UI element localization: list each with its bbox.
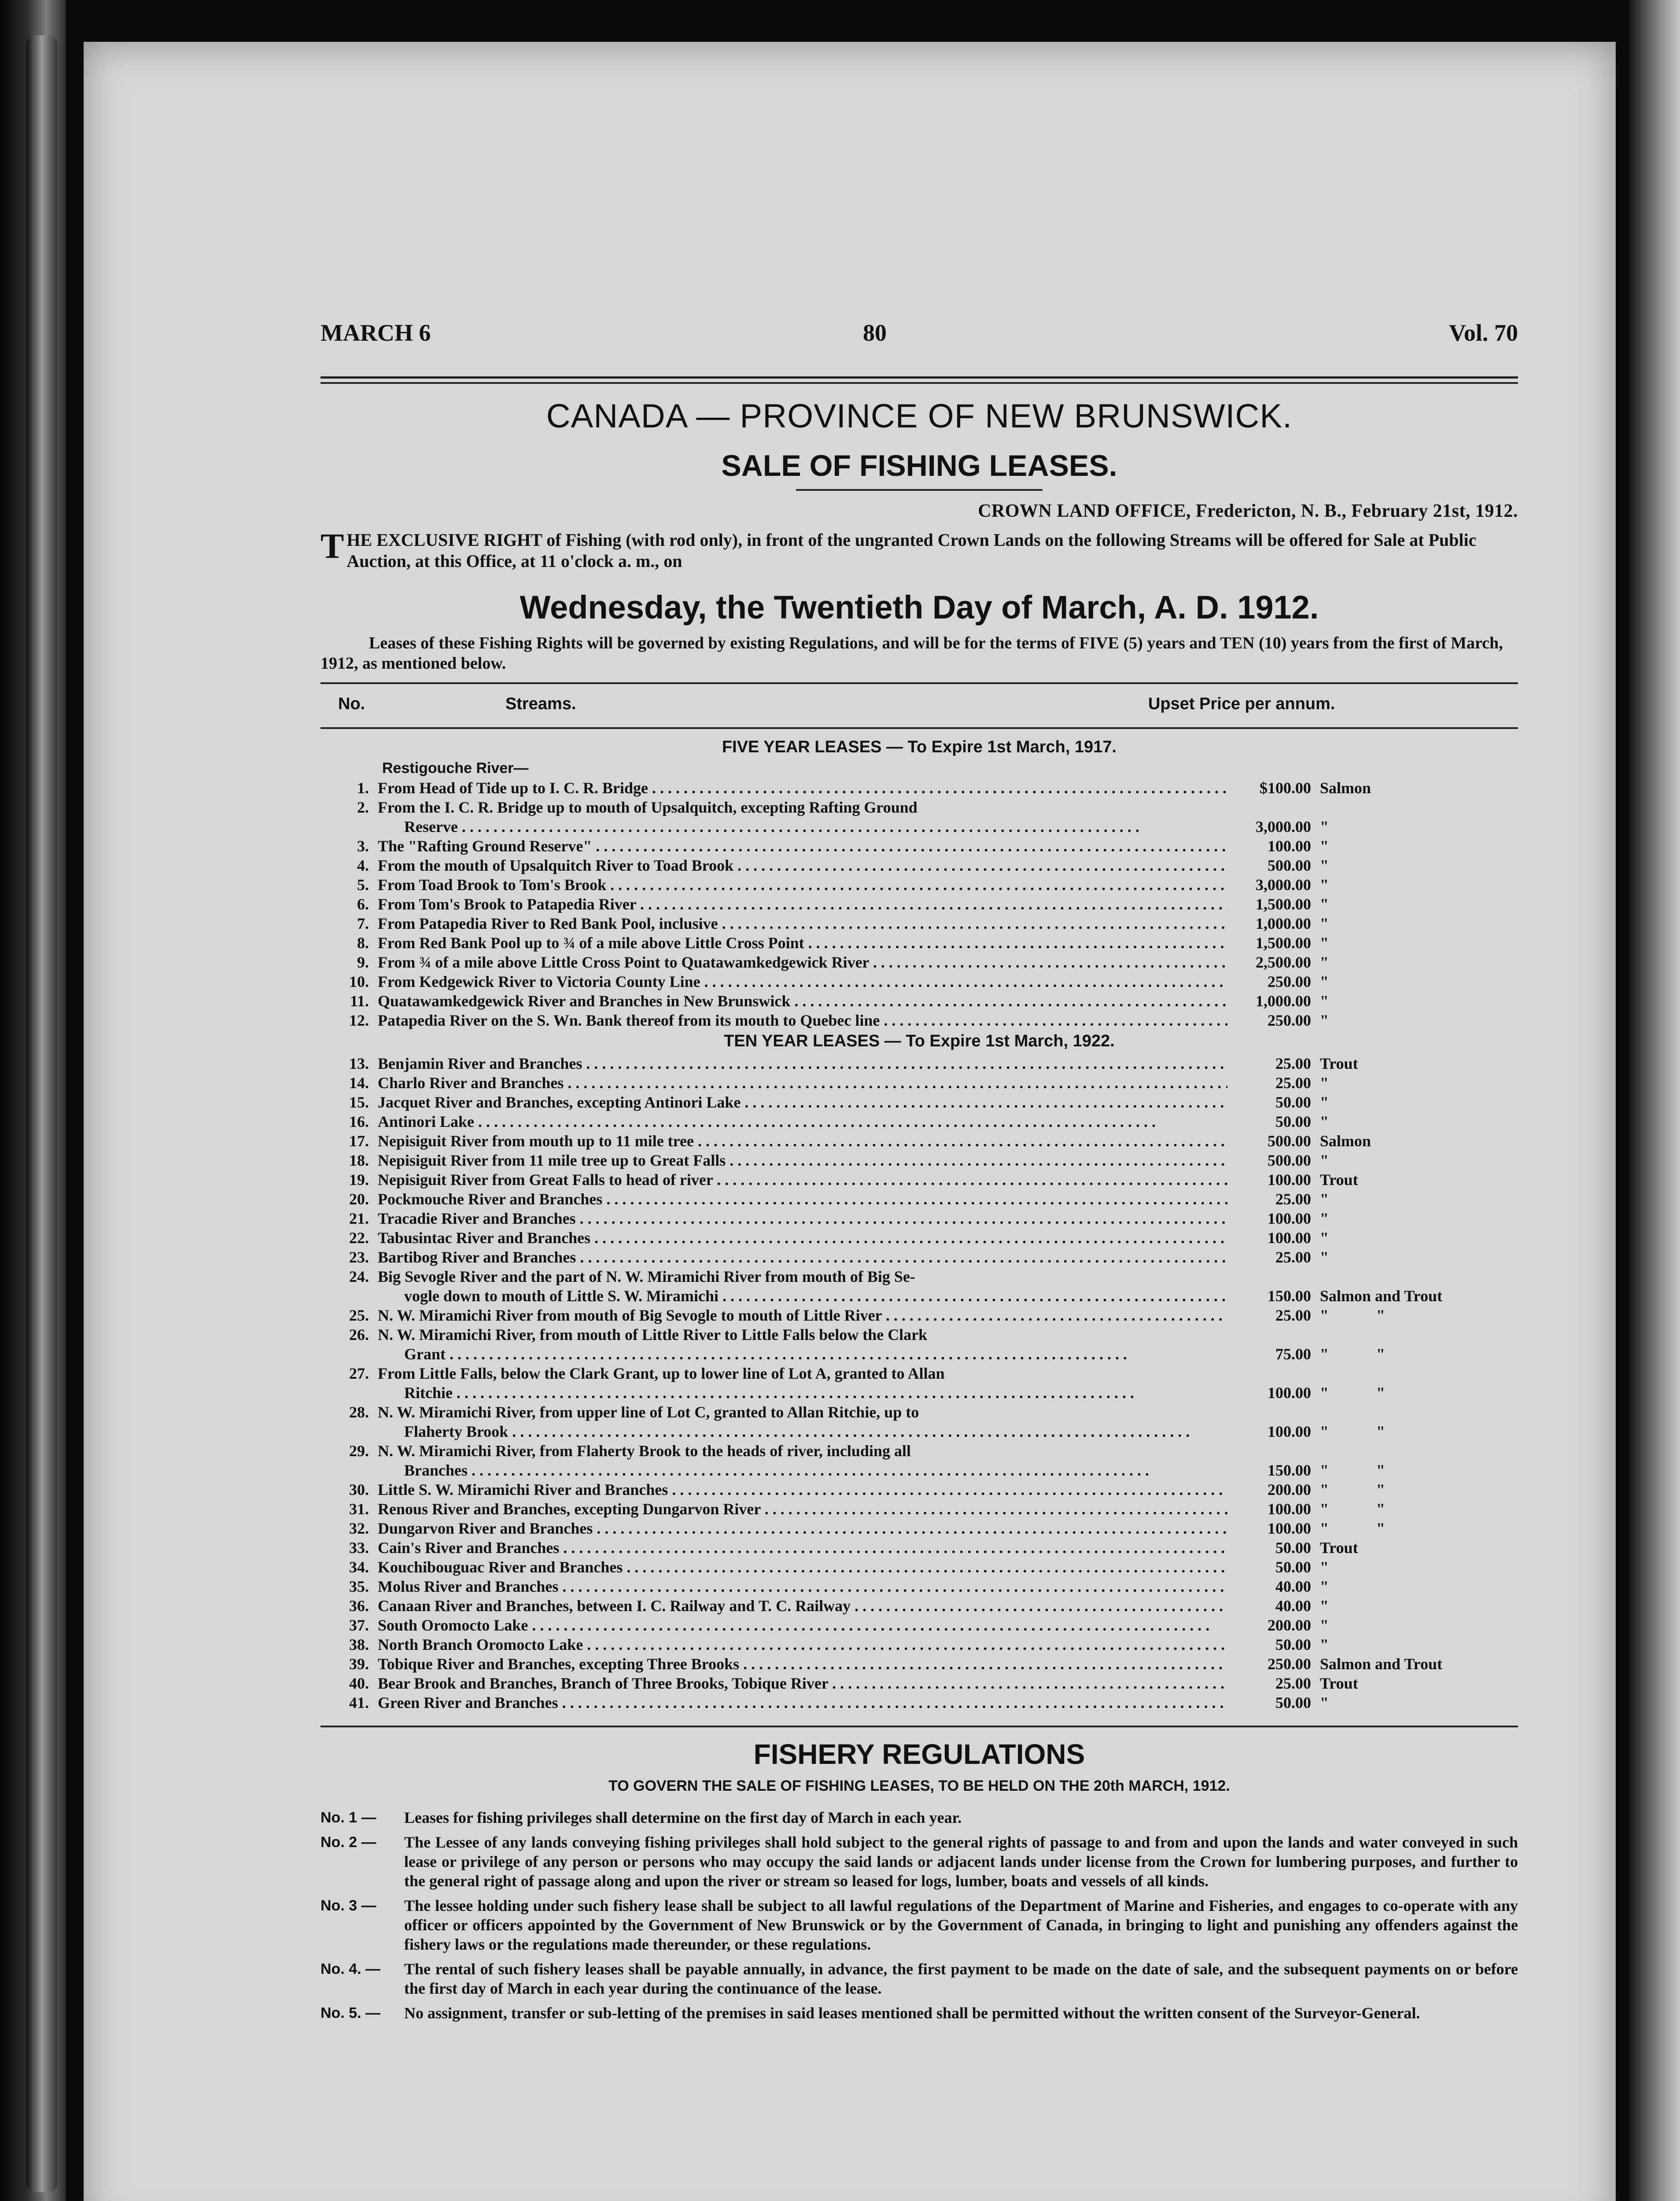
fish-type: " xyxy=(1320,1616,1329,1634)
regulations-subtitle: TO GOVERN THE SALE OF FISHING LEASES, TO BE HELD ON THE 20th MARCH, 1912. xyxy=(608,1778,1230,1794)
fish-type: " xyxy=(1320,915,1329,932)
fish-type: " xyxy=(1320,857,1329,874)
upset-price: $100.00 xyxy=(1260,779,1311,797)
row-number: 23. xyxy=(349,1248,369,1266)
fish-type: " " xyxy=(1320,1461,1385,1479)
table-row xyxy=(321,1480,1518,1499)
table-row xyxy=(321,1635,1518,1654)
row-number: 9. xyxy=(357,953,369,971)
stream-description: N. W. Miramichi River from mouth of Big Sevogle to mouth of Little River . . . xyxy=(378,1306,1227,1325)
stream-description: Antinori Lake . . . xyxy=(378,1112,1227,1131)
stream-description: N. W. Miramichi River, from mouth of Little River to Little Falls below the Clark xyxy=(378,1326,928,1343)
upset-price: 1,500.00 xyxy=(1256,895,1311,913)
volume-number: Vol. 70 xyxy=(1448,320,1518,346)
five-year-title: FIVE YEAR LEASES — To Expire 1st March, 1917. xyxy=(722,738,1117,756)
document-title: CANADA — PROVINCE OF NEW BRUNSWICK. xyxy=(546,398,1293,435)
row-number: 15. xyxy=(349,1093,369,1111)
upset-price: 250.00 xyxy=(1267,1655,1311,1673)
stream-description-continued: Ritchie . . . xyxy=(404,1383,1227,1402)
row-number: 33. xyxy=(349,1539,369,1557)
row-number: 40. xyxy=(349,1675,369,1692)
fish-type: " " xyxy=(1320,1500,1385,1518)
row-number: 21. xyxy=(349,1210,369,1227)
fish-type: " xyxy=(1320,1074,1329,1092)
ten-year-list xyxy=(321,1054,1518,1712)
upset-price: 100.00 xyxy=(1267,1229,1311,1247)
upset-price: 100.00 xyxy=(1267,1500,1311,1518)
stream-description: Bear Brook and Branches, Branch of Three Brooks, Tobique River . . . xyxy=(378,1674,1227,1693)
fish-type: " xyxy=(1320,934,1329,952)
upset-price: 100.00 xyxy=(1267,1210,1311,1227)
table-row xyxy=(321,1441,1518,1480)
table-row xyxy=(321,1557,1518,1577)
regulation-item xyxy=(321,1808,1518,1827)
stream-description: From Tom's Brook to Patapedia River . . . xyxy=(378,894,1227,914)
regulation-number: No. 5. — xyxy=(321,2005,381,2021)
fish-type: Trout xyxy=(1320,1171,1358,1189)
upset-price: 25.00 xyxy=(1275,1055,1311,1072)
stream-description: Green River and Branches . . . xyxy=(378,1693,1227,1712)
table-row xyxy=(321,933,1518,953)
table-row xyxy=(321,1112,1518,1131)
stream-description: Tobique River and Branches, excepting Three Brooks . . . xyxy=(378,1654,1227,1674)
leases-terms: Leases of these Fishing Rights will be governed by existing Regulations, and will be for the terms of FIVE (5) years and TEN (10) years from the first of March, 1912, as mentioned below. xyxy=(321,634,1503,673)
table-row xyxy=(321,1151,1518,1170)
upset-price: 1,000.00 xyxy=(1256,915,1311,932)
stream-description: Nepisiguit River from mouth up to 11 mile tree . . . xyxy=(378,1131,1227,1151)
row-number: 17. xyxy=(349,1132,369,1150)
table-row xyxy=(321,1093,1518,1112)
fish-type: " xyxy=(1320,953,1329,971)
fish-type: Salmon xyxy=(1320,1132,1371,1150)
upset-price: 3,000.00 xyxy=(1256,818,1311,835)
upset-price: 500.00 xyxy=(1267,1152,1311,1169)
table-row xyxy=(321,836,1518,856)
upset-price: 150.00 xyxy=(1267,1461,1311,1479)
upset-price: 250.00 xyxy=(1267,1012,1311,1029)
stream-description-continued: Reserve . . . xyxy=(404,817,1227,836)
table-row xyxy=(321,1654,1518,1674)
stream-description: The "Rafting Ground Reserve" . . . xyxy=(378,836,1227,856)
row-number: 35. xyxy=(349,1578,369,1595)
row-number: 16. xyxy=(349,1113,369,1130)
row-number: 22. xyxy=(349,1229,369,1247)
upset-price: 40.00 xyxy=(1275,1578,1311,1595)
row-number: 14. xyxy=(349,1074,369,1092)
fish-type: " " xyxy=(1320,1345,1385,1363)
intro-text: HE EXCLUSIVE RIGHT of Fishing (with rod only), in front of the ungranted Crown Lands on the following Streams will be offered for Sale at Public Auction, at this Office, at 11 o'clock a. m., on xyxy=(346,530,1477,571)
row-number: 39. xyxy=(349,1655,369,1673)
stream-description: N. W. Miramichi River, from upper line of Lot C, granted to Allan Ritchie, up to xyxy=(378,1403,919,1421)
stream-description: N. W. Miramichi River, from Flaherty Brook to the heads of river, including all xyxy=(378,1442,911,1460)
regulation-text: The rental of such fishery leases shall be payable annually, in advance, the first payment to be made on the date of sale, and the subsequent payments on or before the first day of March in each year during the continuance of the lease. xyxy=(404,1960,1518,1997)
stream-description-continued: Flaherty Brook . . . xyxy=(404,1422,1227,1441)
row-number: 6. xyxy=(357,895,369,913)
fish-type: " " xyxy=(1320,1481,1385,1498)
table-row xyxy=(321,1538,1518,1557)
fish-type: Trout xyxy=(1320,1539,1358,1557)
upset-price: 100.00 xyxy=(1267,1171,1311,1189)
regulation-text: Leases for fishing privileges shall determine on the first day of March in each year. xyxy=(404,1809,962,1826)
fish-type: " xyxy=(1320,1597,1329,1615)
fish-type: " xyxy=(1320,1558,1329,1576)
table-row xyxy=(321,953,1518,972)
page-number: 80 xyxy=(863,320,887,346)
upset-price: 25.00 xyxy=(1275,1248,1311,1266)
table-row xyxy=(321,1674,1518,1693)
table-row xyxy=(321,1577,1518,1596)
row-number: 11. xyxy=(350,992,369,1010)
section-rule xyxy=(321,1726,1518,1727)
fish-type: " xyxy=(1320,1229,1329,1247)
fish-type: Salmon and Trout xyxy=(1320,1287,1443,1305)
document-page xyxy=(84,42,1616,2201)
stream-description: Quatawamkedgewick River and Branches in New Brunswick . . . xyxy=(378,991,1227,1011)
stream-description: From ¾ of a mile above Little Cross Point to Quatawamkedgewick River . . . xyxy=(378,953,1227,972)
stream-description: Tabusintac River and Branches . . . xyxy=(378,1228,1227,1248)
stream-description: Patapedia River on the S. Wn. Bank thereof from its mouth to Quebec line . . . xyxy=(378,1011,1227,1030)
auction-date: Wednesday, the Twentieth Day of March, A. D. 1912. xyxy=(519,589,1319,626)
row-number: 37. xyxy=(349,1616,369,1634)
row-number: 13. xyxy=(349,1055,369,1072)
header-rule xyxy=(321,376,1518,384)
row-number: 28. xyxy=(349,1403,369,1421)
table-row xyxy=(321,1248,1518,1267)
fish-type: " xyxy=(1320,1578,1329,1595)
row-number: 2. xyxy=(357,799,369,816)
regulations-title: FISHERY REGULATIONS xyxy=(753,1738,1085,1770)
table-row xyxy=(321,1499,1518,1519)
fish-type: " " xyxy=(1320,1307,1385,1324)
fish-type: " " xyxy=(1320,1423,1385,1440)
table-row xyxy=(321,894,1518,914)
leases-table-header xyxy=(321,682,1518,729)
regulation-item xyxy=(321,1896,1518,1954)
table-row xyxy=(321,1364,1518,1402)
upset-price: 500.00 xyxy=(1267,857,1311,874)
table-row xyxy=(321,1131,1518,1151)
scan-facing-page xyxy=(1629,0,1680,2201)
fish-type: " xyxy=(1320,1636,1329,1653)
upset-price: 2,500.00 xyxy=(1256,953,1311,971)
row-number: 12. xyxy=(349,1012,369,1029)
stream-description: From Patapedia River to Red Bank Pool, inclusive . . . xyxy=(378,914,1227,933)
row-number: 26. xyxy=(349,1326,369,1343)
fish-type: Trout xyxy=(1320,1055,1358,1072)
regulations-list xyxy=(321,1808,1518,2023)
fish-type: " xyxy=(1320,1210,1329,1227)
fish-type: " xyxy=(1320,876,1329,894)
upset-price: 50.00 xyxy=(1275,1113,1311,1130)
table-row xyxy=(321,1325,1518,1364)
fish-type: " xyxy=(1320,992,1329,1010)
table-row xyxy=(321,1693,1518,1712)
row-number: 34. xyxy=(349,1558,369,1576)
stream-description: Dungarvon River and Branches . . . xyxy=(378,1519,1227,1538)
stream-description: From Red Bank Pool up to ¾ of a mile above Little Cross Point . . . xyxy=(378,933,1227,953)
upset-price: 200.00 xyxy=(1267,1616,1311,1634)
row-number: 27. xyxy=(349,1365,369,1382)
fish-type: " xyxy=(1320,1694,1329,1711)
ten-year-title: TEN YEAR LEASES — To Expire 1st March, 1922. xyxy=(724,1032,1115,1050)
stream-description: Little S. W. Miramichi River and Branches . . . xyxy=(378,1480,1227,1499)
fish-type: " xyxy=(1320,1012,1329,1029)
table-row xyxy=(321,1402,1518,1441)
upset-price: 100.00 xyxy=(1267,1423,1311,1440)
table-row xyxy=(321,991,1518,1011)
upset-price: 50.00 xyxy=(1275,1093,1311,1111)
fish-type: " xyxy=(1320,1190,1329,1208)
table-row xyxy=(321,1011,1518,1030)
row-number: 36. xyxy=(349,1597,369,1615)
stream-description: Pockmouche River and Branches . . . xyxy=(378,1189,1227,1209)
upset-price: 250.00 xyxy=(1267,973,1311,990)
upset-price: 1,000.00 xyxy=(1256,992,1311,1010)
stream-description: Jacquet River and Branches, excepting Antinori Lake . . . xyxy=(378,1093,1227,1112)
page-content xyxy=(321,319,1518,2023)
upset-price: 100.00 xyxy=(1267,1520,1311,1537)
table-row xyxy=(321,798,1518,836)
stream-description: Cain's River and Branches . . . xyxy=(378,1538,1227,1557)
drop-cap: T xyxy=(321,527,344,566)
upset-price: 40.00 xyxy=(1275,1597,1311,1615)
row-number: 30. xyxy=(349,1481,369,1498)
upset-price: 50.00 xyxy=(1275,1636,1311,1653)
table-row xyxy=(321,1170,1518,1189)
five-year-list xyxy=(321,778,1518,1030)
row-number: 10. xyxy=(349,973,369,990)
fish-type: " " xyxy=(1320,1384,1385,1402)
row-number: 32. xyxy=(349,1520,369,1537)
stream-description: Benjamin River and Branches . . . xyxy=(378,1054,1227,1073)
table-row xyxy=(321,778,1518,798)
stream-description: From Kedgewick River to Victoria County Line . . . xyxy=(378,972,1227,991)
stream-description: Nepisiguit River from 11 mile tree up to Great Falls . . . xyxy=(378,1151,1227,1170)
column-price: Upset Price per annum. xyxy=(1148,695,1335,713)
table-row xyxy=(321,1596,1518,1616)
stream-description: Nepisiguit River from Great Falls to head of river . . . xyxy=(378,1170,1227,1189)
fish-type: Salmon xyxy=(1320,779,1371,797)
row-number: 31. xyxy=(349,1500,369,1518)
column-streams: Streams. xyxy=(505,695,576,713)
fish-type: " xyxy=(1320,1113,1329,1130)
row-number: 38. xyxy=(349,1636,369,1653)
column-no: No. xyxy=(338,695,365,713)
fish-type: " xyxy=(1320,1152,1329,1169)
title-rule xyxy=(796,489,1043,491)
fish-type: " xyxy=(1320,837,1329,855)
upset-price: 50.00 xyxy=(1275,1694,1311,1711)
row-number: 25. xyxy=(349,1307,369,1324)
fish-type: " xyxy=(1320,973,1329,990)
upset-price: 75.00 xyxy=(1275,1345,1311,1363)
scan-page-stack xyxy=(26,35,57,2192)
regulation-number: No. 3 — xyxy=(321,1897,376,1914)
office-dateline: CROWN LAND OFFICE, Fredericton, N. B., February 21st, 1912. xyxy=(978,501,1518,521)
row-number: 1. xyxy=(357,779,369,797)
table-row xyxy=(321,1073,1518,1093)
upset-price: 100.00 xyxy=(1267,1384,1311,1402)
row-number: 18. xyxy=(349,1152,369,1169)
upset-price: 3,000.00 xyxy=(1256,876,1311,894)
stream-description: From the mouth of Upsalquitch River to Toad Brook . . . xyxy=(378,856,1227,875)
stream-description: Kouchibouguac River and Branches . . . xyxy=(378,1557,1227,1577)
regulation-item xyxy=(321,2003,1518,2023)
intro-paragraph xyxy=(321,527,1518,572)
table-row xyxy=(321,1267,1518,1306)
upset-price: 25.00 xyxy=(1275,1307,1311,1324)
upset-price: 1,500.00 xyxy=(1256,934,1311,952)
upset-price: 100.00 xyxy=(1267,837,1311,855)
row-number: 41. xyxy=(349,1694,369,1711)
river-heading: Restigouche River— xyxy=(382,760,529,777)
running-header xyxy=(321,319,1518,372)
stream-description-continued: vogle down to mouth of Little S. W. Miramichi . . . xyxy=(404,1286,1227,1306)
fish-type: Trout xyxy=(1320,1675,1358,1692)
stream-description: From Little Falls, below the Clark Grant, up to lower line of Lot A, granted to Allan xyxy=(378,1365,945,1382)
table-row xyxy=(321,856,1518,875)
upset-price: 50.00 xyxy=(1275,1539,1311,1557)
stream-description: From the I. C. R. Bridge up to mouth of Upsalquitch, excepting Rafting Ground xyxy=(378,799,917,816)
regulation-number: No. 2 — xyxy=(321,1834,376,1851)
stream-description-continued: Branches . . . xyxy=(404,1461,1227,1480)
document-subtitle: SALE OF FISHING LEASES. xyxy=(721,449,1117,482)
table-row xyxy=(321,1306,1518,1325)
fish-type: " xyxy=(1320,818,1329,835)
regulation-number: No. 4. — xyxy=(321,1961,381,1977)
row-number: 5. xyxy=(357,876,369,894)
row-number: 7. xyxy=(357,915,369,932)
upset-price: 25.00 xyxy=(1275,1190,1311,1208)
stream-description: From Toad Brook to Tom's Brook . . . xyxy=(378,875,1227,894)
table-row xyxy=(321,1616,1518,1635)
header-date: MARCH 6 xyxy=(321,320,431,346)
upset-price: 200.00 xyxy=(1267,1481,1311,1498)
fish-type: " xyxy=(1320,1093,1329,1111)
row-number: 19. xyxy=(349,1171,369,1189)
regulation-text: No assignment, transfer or sub-letting of the premises in said leases mentioned shall be permitted without the written consent of the Surveyor-General. xyxy=(404,2004,1420,2022)
upset-price: 500.00 xyxy=(1267,1132,1311,1150)
table-row xyxy=(321,1519,1518,1538)
table-row xyxy=(321,914,1518,933)
upset-price: 150.00 xyxy=(1267,1287,1311,1305)
stream-description: From Head of Tide up to I. C. R. Bridge . . . xyxy=(378,778,1227,798)
table-row xyxy=(321,1209,1518,1228)
row-number: 24. xyxy=(349,1268,369,1285)
regulation-item xyxy=(321,1959,1518,1998)
table-row xyxy=(321,875,1518,894)
stream-description: Molus River and Branches . . . xyxy=(378,1577,1227,1596)
upset-price: 50.00 xyxy=(1275,1558,1311,1576)
upset-price: 25.00 xyxy=(1275,1074,1311,1092)
stream-description: Charlo River and Branches . . . xyxy=(378,1073,1227,1093)
table-row xyxy=(321,1054,1518,1073)
table-row xyxy=(321,1189,1518,1209)
regulation-text: The Lessee of any lands conveying fishing privileges shall hold subject to the general rights of passage to and from and upon the lands and water conveyed in such lease or privilege of any person or persons who may occupy the said lands or adjacent lands under license from the Crown for lumbering purposes, and further to the general right of passage along and upon the river or stream so leased for logs, lumber, boats and vessels of all kinds. xyxy=(404,1833,1518,1890)
row-number: 29. xyxy=(349,1442,369,1460)
row-number: 3. xyxy=(357,837,369,855)
stream-description: Tracadie River and Branches . . . xyxy=(378,1209,1227,1228)
stream-description: Canaan River and Branches, between I. C. Railway and T. C. Railway . . . xyxy=(378,1596,1227,1616)
stream-description: Big Sevogle River and the part of N. W. Miramichi River from mouth of Big Se- xyxy=(378,1268,915,1285)
table-row xyxy=(321,1228,1518,1248)
stream-description: Bartibog River and Branches . . . xyxy=(378,1248,1227,1267)
stream-description-continued: Grant . . . xyxy=(404,1344,1227,1364)
stream-description: Renous River and Branches, excepting Dungarvon River . . . xyxy=(378,1499,1227,1519)
fish-type: " xyxy=(1320,1248,1329,1266)
regulation-number: No. 1 — xyxy=(321,1809,376,1826)
upset-price: 25.00 xyxy=(1275,1675,1311,1692)
row-number: 8. xyxy=(357,934,369,952)
table-row xyxy=(321,972,1518,991)
row-number: 20. xyxy=(349,1190,369,1208)
stream-description: North Branch Oromocto Lake . . . xyxy=(378,1635,1227,1654)
fish-type: " " xyxy=(1320,1520,1385,1537)
regulation-text: The lessee holding under such fishery lease shall be subject to all lawful regulations of the Department of Marine and Fisheries, and engages to co-operate with any officer or officers appointed by the Government of New Brunswick or by the Government of Canada, in bringing to light and punishing any offenders against the fishery laws or the regulations made thereunder, or these regulations. xyxy=(404,1897,1518,1953)
fish-type: " xyxy=(1320,895,1329,913)
regulation-item xyxy=(321,1833,1518,1891)
row-number: 4. xyxy=(357,857,369,874)
fish-type: Salmon and Trout xyxy=(1320,1655,1443,1673)
stream-description: South Oromocto Lake . . . xyxy=(378,1616,1227,1635)
